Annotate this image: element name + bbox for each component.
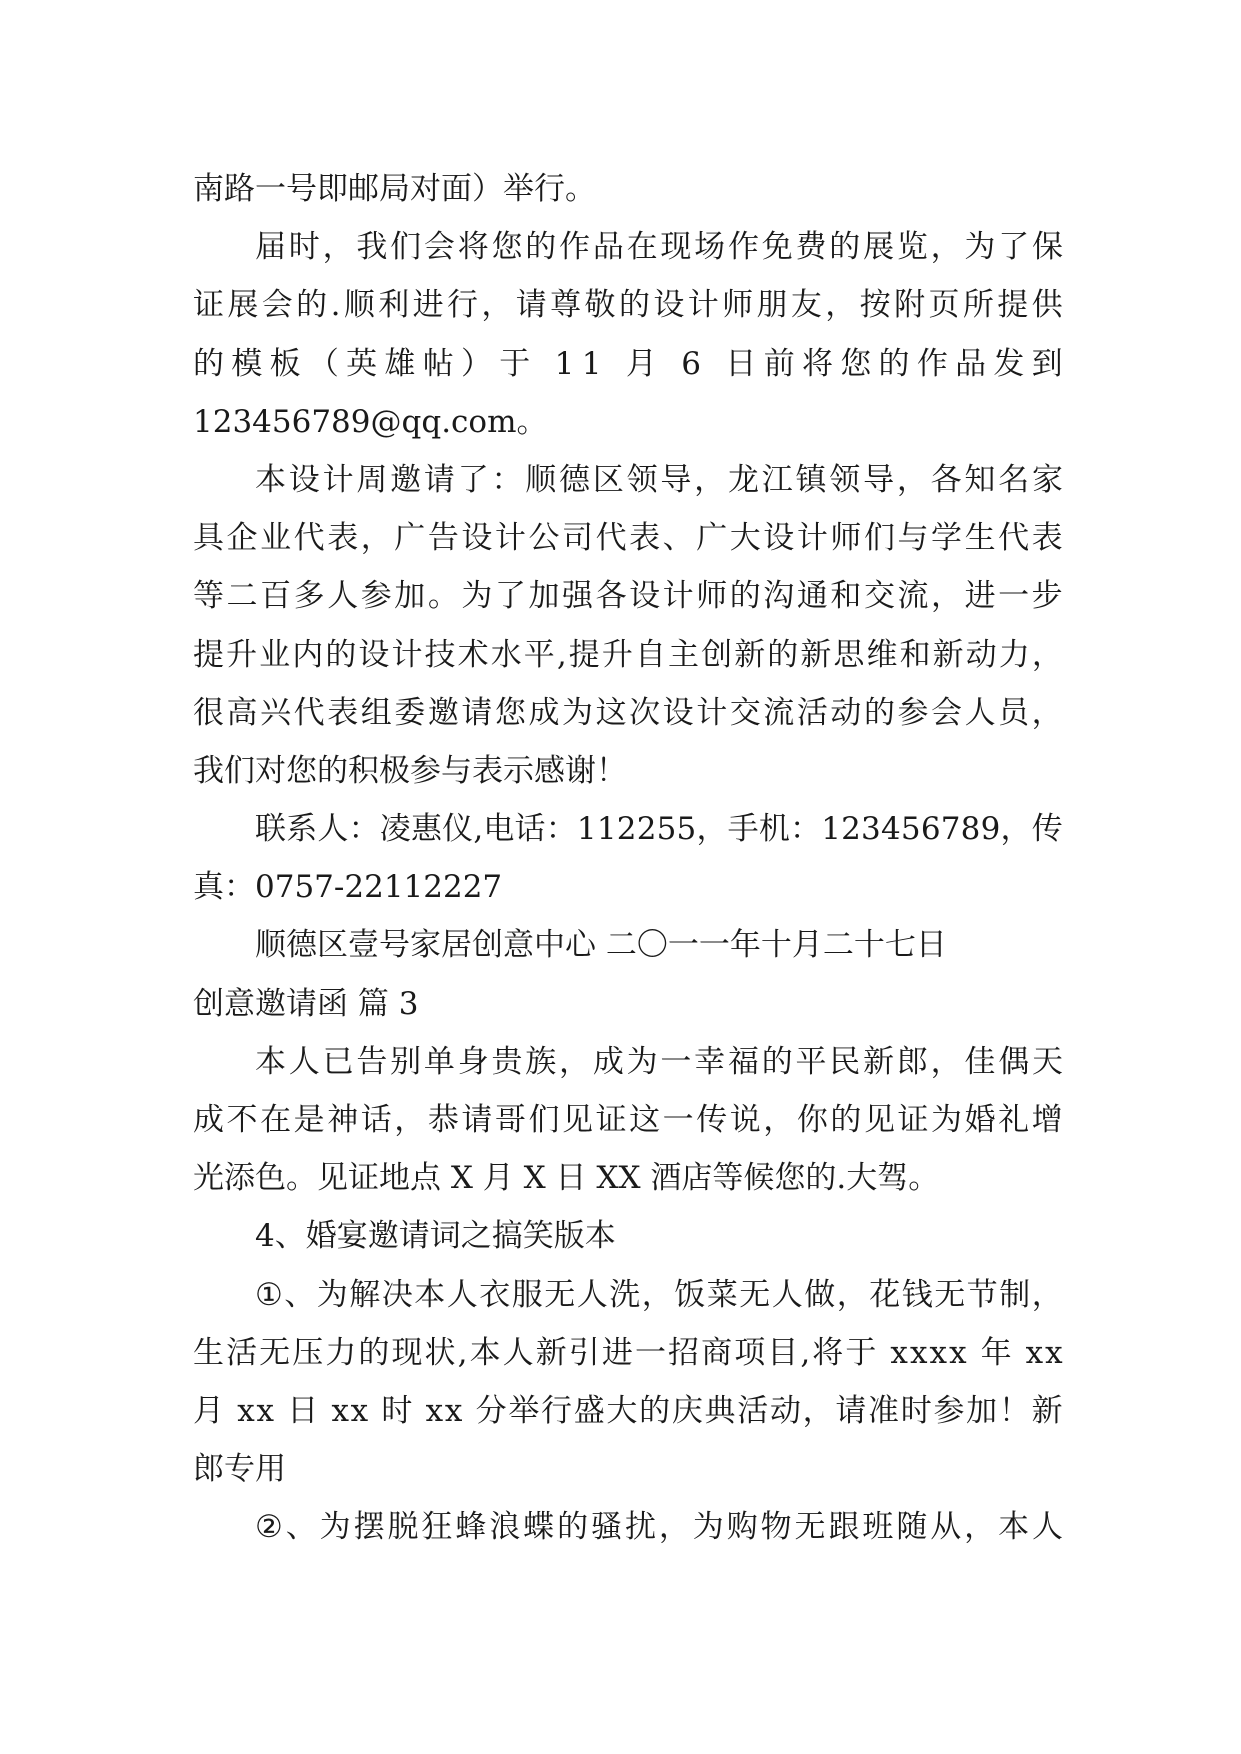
text-line: 本 人 已 告 别 单 身 贵 族 ， 成 为 一 幸 福 的 平 民 新 郎 ， 佳 偶 天 (255, 1043, 1063, 1080)
text-line: 南路一号即邮局对面）举行。 (193, 171, 596, 207)
text-line: 生 活 无 压 力 的 现 状 , 本 人 新 引 进 一 招 商 项 目 , 将 于 x x x x 年 x x (193, 1334, 1063, 1371)
text-line: ② 、 为 摆 脱 狂 蜂 浪 蝶 的 骚 扰 ， 为 购 物 无 跟 班 随 从 ， 本 人 (255, 1509, 1063, 1546)
text-line: 证 展 会 的 . 顺 利 进 行 ， 请 尊 敬 的 设 计 师 朋 友 ， 按 附 页 所 提 供 (193, 287, 1063, 324)
text-line: 我们对您的积极参与表示感谢！ (193, 752, 627, 789)
text-line: 光添色。见证地点 X 月 X 日 XX 酒店等候您的.大驾。 (193, 1160, 940, 1197)
text-line: 真：0757-22112227 (193, 869, 503, 906)
text-line: 本 设 计 周 邀 请 了 ： 顺 德 区 领 导 ， 龙 江 镇 领 导 ， 各 知 名 家 (255, 461, 1063, 498)
text-line: 的 模 板 （ 英 雄 帖 ） 于 1 1 月 6 日 前 将 您 的 作 品 发 到 (193, 345, 1063, 382)
text-line: 很 高 兴 代 表 组 委 邀 请 您 成 为 这 次 设 计 交 流 活 动 的 参 会 人 员 ， (193, 694, 1063, 731)
text-line: 顺德区壹号家居创意中心 二〇一一年十月二十七日 (255, 927, 947, 964)
text-line: 届 时 ， 我 们 会 将 您 的 作 品 在 现 场 作 免 费 的 展 览 ， 为 了 保 (255, 229, 1063, 266)
text-line: 成 不 在 是 神 话 ， 恭 请 哥 们 见 证 这 一 传 说 ， 你 的 见 证 为 婚 礼 增 (193, 1102, 1063, 1138)
text-line: 联 系 人 ： 凌 惠 仪 , 电 话 ： 1 1 2 2 5 5 ， 手 机 ： 1 2 3 4 5 6 7 8 9 ， 传 (255, 811, 1063, 848)
text-line: 具 企 业 代 表 ， 广 告 设 计 公 司 代 表 、 广 大 设 计 师 们 与 学 生 代 表 (193, 520, 1063, 557)
document-body (193, 160, 1063, 1557)
text-line: 等 二 百 多 人 参 加 。 为 了 加 强 各 设 计 师 的 沟 通 和 交 流 ， 进 一 步 (193, 578, 1063, 615)
text-line: 月 x x 日 x x 时 x x 分 举 行 盛 大 的 庆 典 活 动 ， 请 准 时 参 加 ！ 新 (193, 1392, 1063, 1429)
text-line: 4、婚宴邀请词之搞笑版本 (255, 1218, 616, 1255)
text-line: 郎专用 (193, 1451, 286, 1488)
text-line: 提 升 业 内 的 设 计 技 术 水 平 , 提 升 自 主 创 新 的 新 思 维 和 新 动 力 ， (193, 636, 1063, 673)
text-line: 创意邀请函 篇 3 (193, 985, 419, 1022)
text-line: ① 、 为 解 决 本 人 衣 服 无 人 洗 ， 饭 菜 无 人 做 ， 花 钱 无 节 制 ， (255, 1276, 1063, 1313)
text-line: 123456789@qq.com。 (193, 403, 548, 440)
